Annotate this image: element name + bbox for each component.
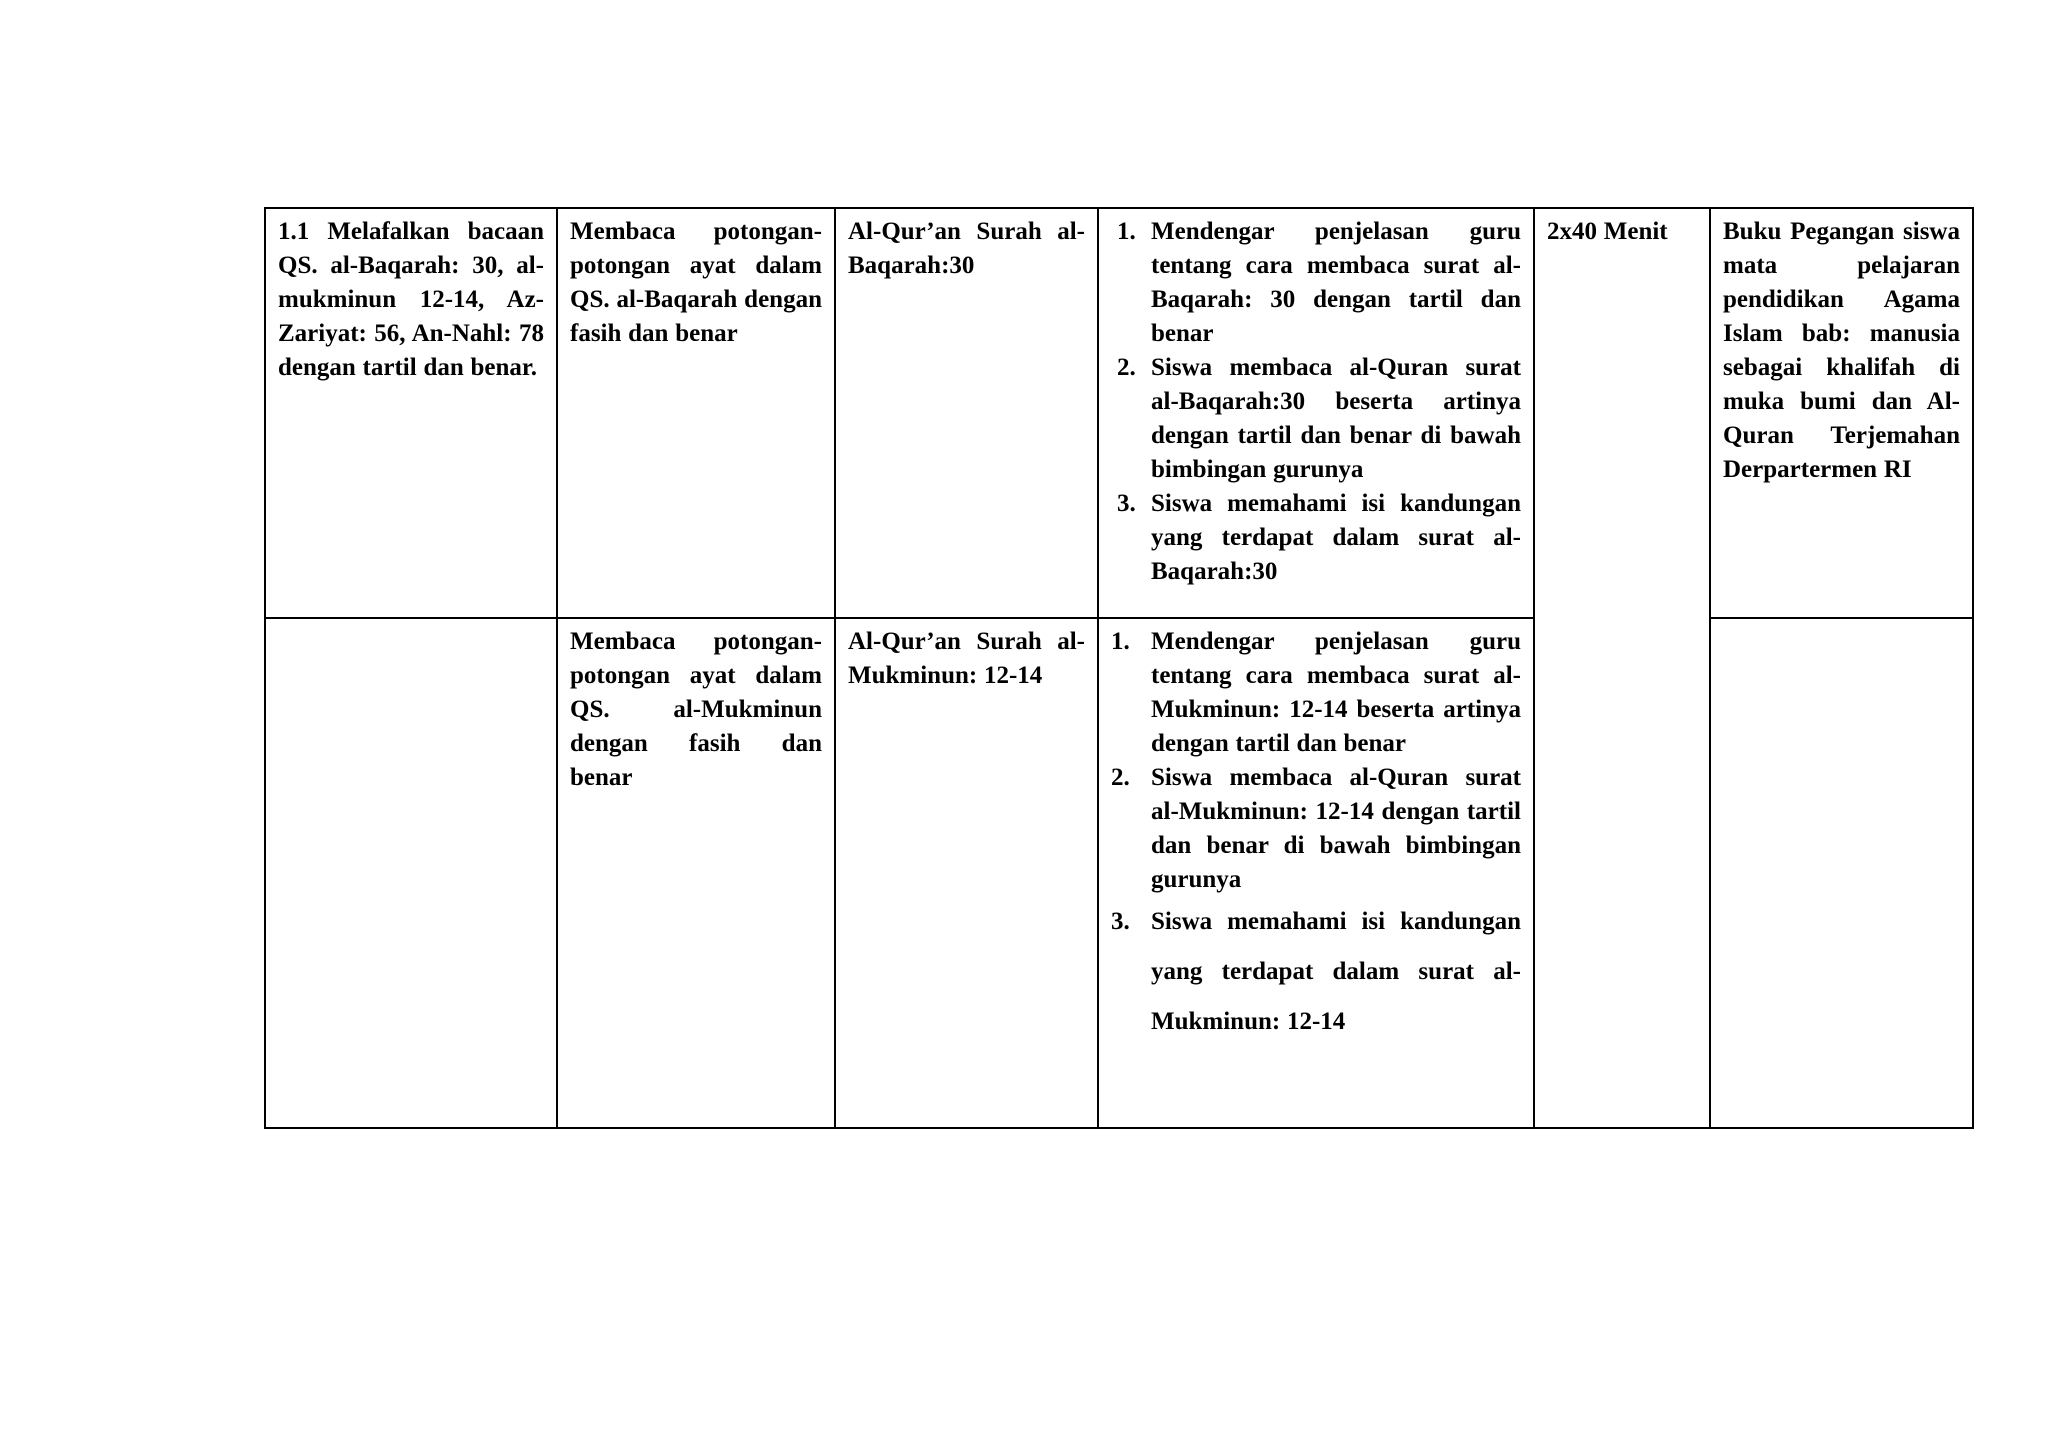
materi-cell: Al-Qur’an Surah al-Mukminun: 12-14 (835, 618, 1098, 1128)
sumber-cell: Buku Pegangan siswa mata pelajaran pendidikan Agama Islam bab: manusia sebagai khalifah di muka bumi dan Al-Quran Terjemahan Derpartermen RI (1710, 208, 1973, 618)
materi-cell: Al-Qur’an Surah al-Baqarah:30 (835, 208, 1098, 618)
list-item: 3. Siswa memahami isi kandungan yang terdapat dalam surat al-Mukminun: 12-14 (1111, 908, 1521, 1035)
list-item: 1. Mendengar penjelasan guru tentang cara membaca surat al-Mukminun: 12-14 beserta artinya dengan tartil dan benar (1111, 628, 1521, 757)
kegiatan-list (1111, 625, 1521, 1047)
list-item: 1. Mendengar penjelasan guru tentang cara membaca surat al-Baqarah: 30 dengan tartil dan benar (1117, 218, 1521, 347)
indikator-cell: Membaca potongan-potongan ayat dalam QS. al-Mukminun dengan fasih dan benar (557, 618, 835, 1128)
lesson-plan-table (264, 207, 1974, 1129)
indikator-cell: Membaca potongan-potongan ayat dalam QS. al-Baqarah dengan fasih dan benar (557, 208, 835, 618)
kompetensi-cell: 1.1 Melafalkan bacaan QS. al-Baqarah: 30, al-mukminun 12-14, Az-Zariyat: 56, An-Nahl: 78 dengan tartil dan benar. (265, 208, 557, 618)
table-row (265, 208, 1973, 618)
kegiatan-cell (1098, 618, 1534, 1128)
sumber-cell (1710, 618, 1973, 1128)
list-item: 2. Siswa membaca al-Quran surat al-Baqarah:30 beserta artinya dengan tartil dan benar di bawah bimbingan gurunya (1117, 354, 1521, 483)
waktu-cell: 2x40 Menit (1534, 208, 1710, 1128)
list-item: 3. Siswa memahami isi kandungan yang terdapat dalam surat al-Baqarah:30 (1117, 490, 1521, 585)
kompetensi-cell (265, 618, 557, 1128)
kegiatan-list (1111, 215, 1521, 589)
list-item: 2. Siswa membaca al-Quran surat al-Mukminun: 12-14 dengan tartil dan benar di bawah bimbingan gurunya (1111, 764, 1521, 893)
kegiatan-cell (1098, 208, 1534, 618)
table-row (265, 618, 1973, 1128)
